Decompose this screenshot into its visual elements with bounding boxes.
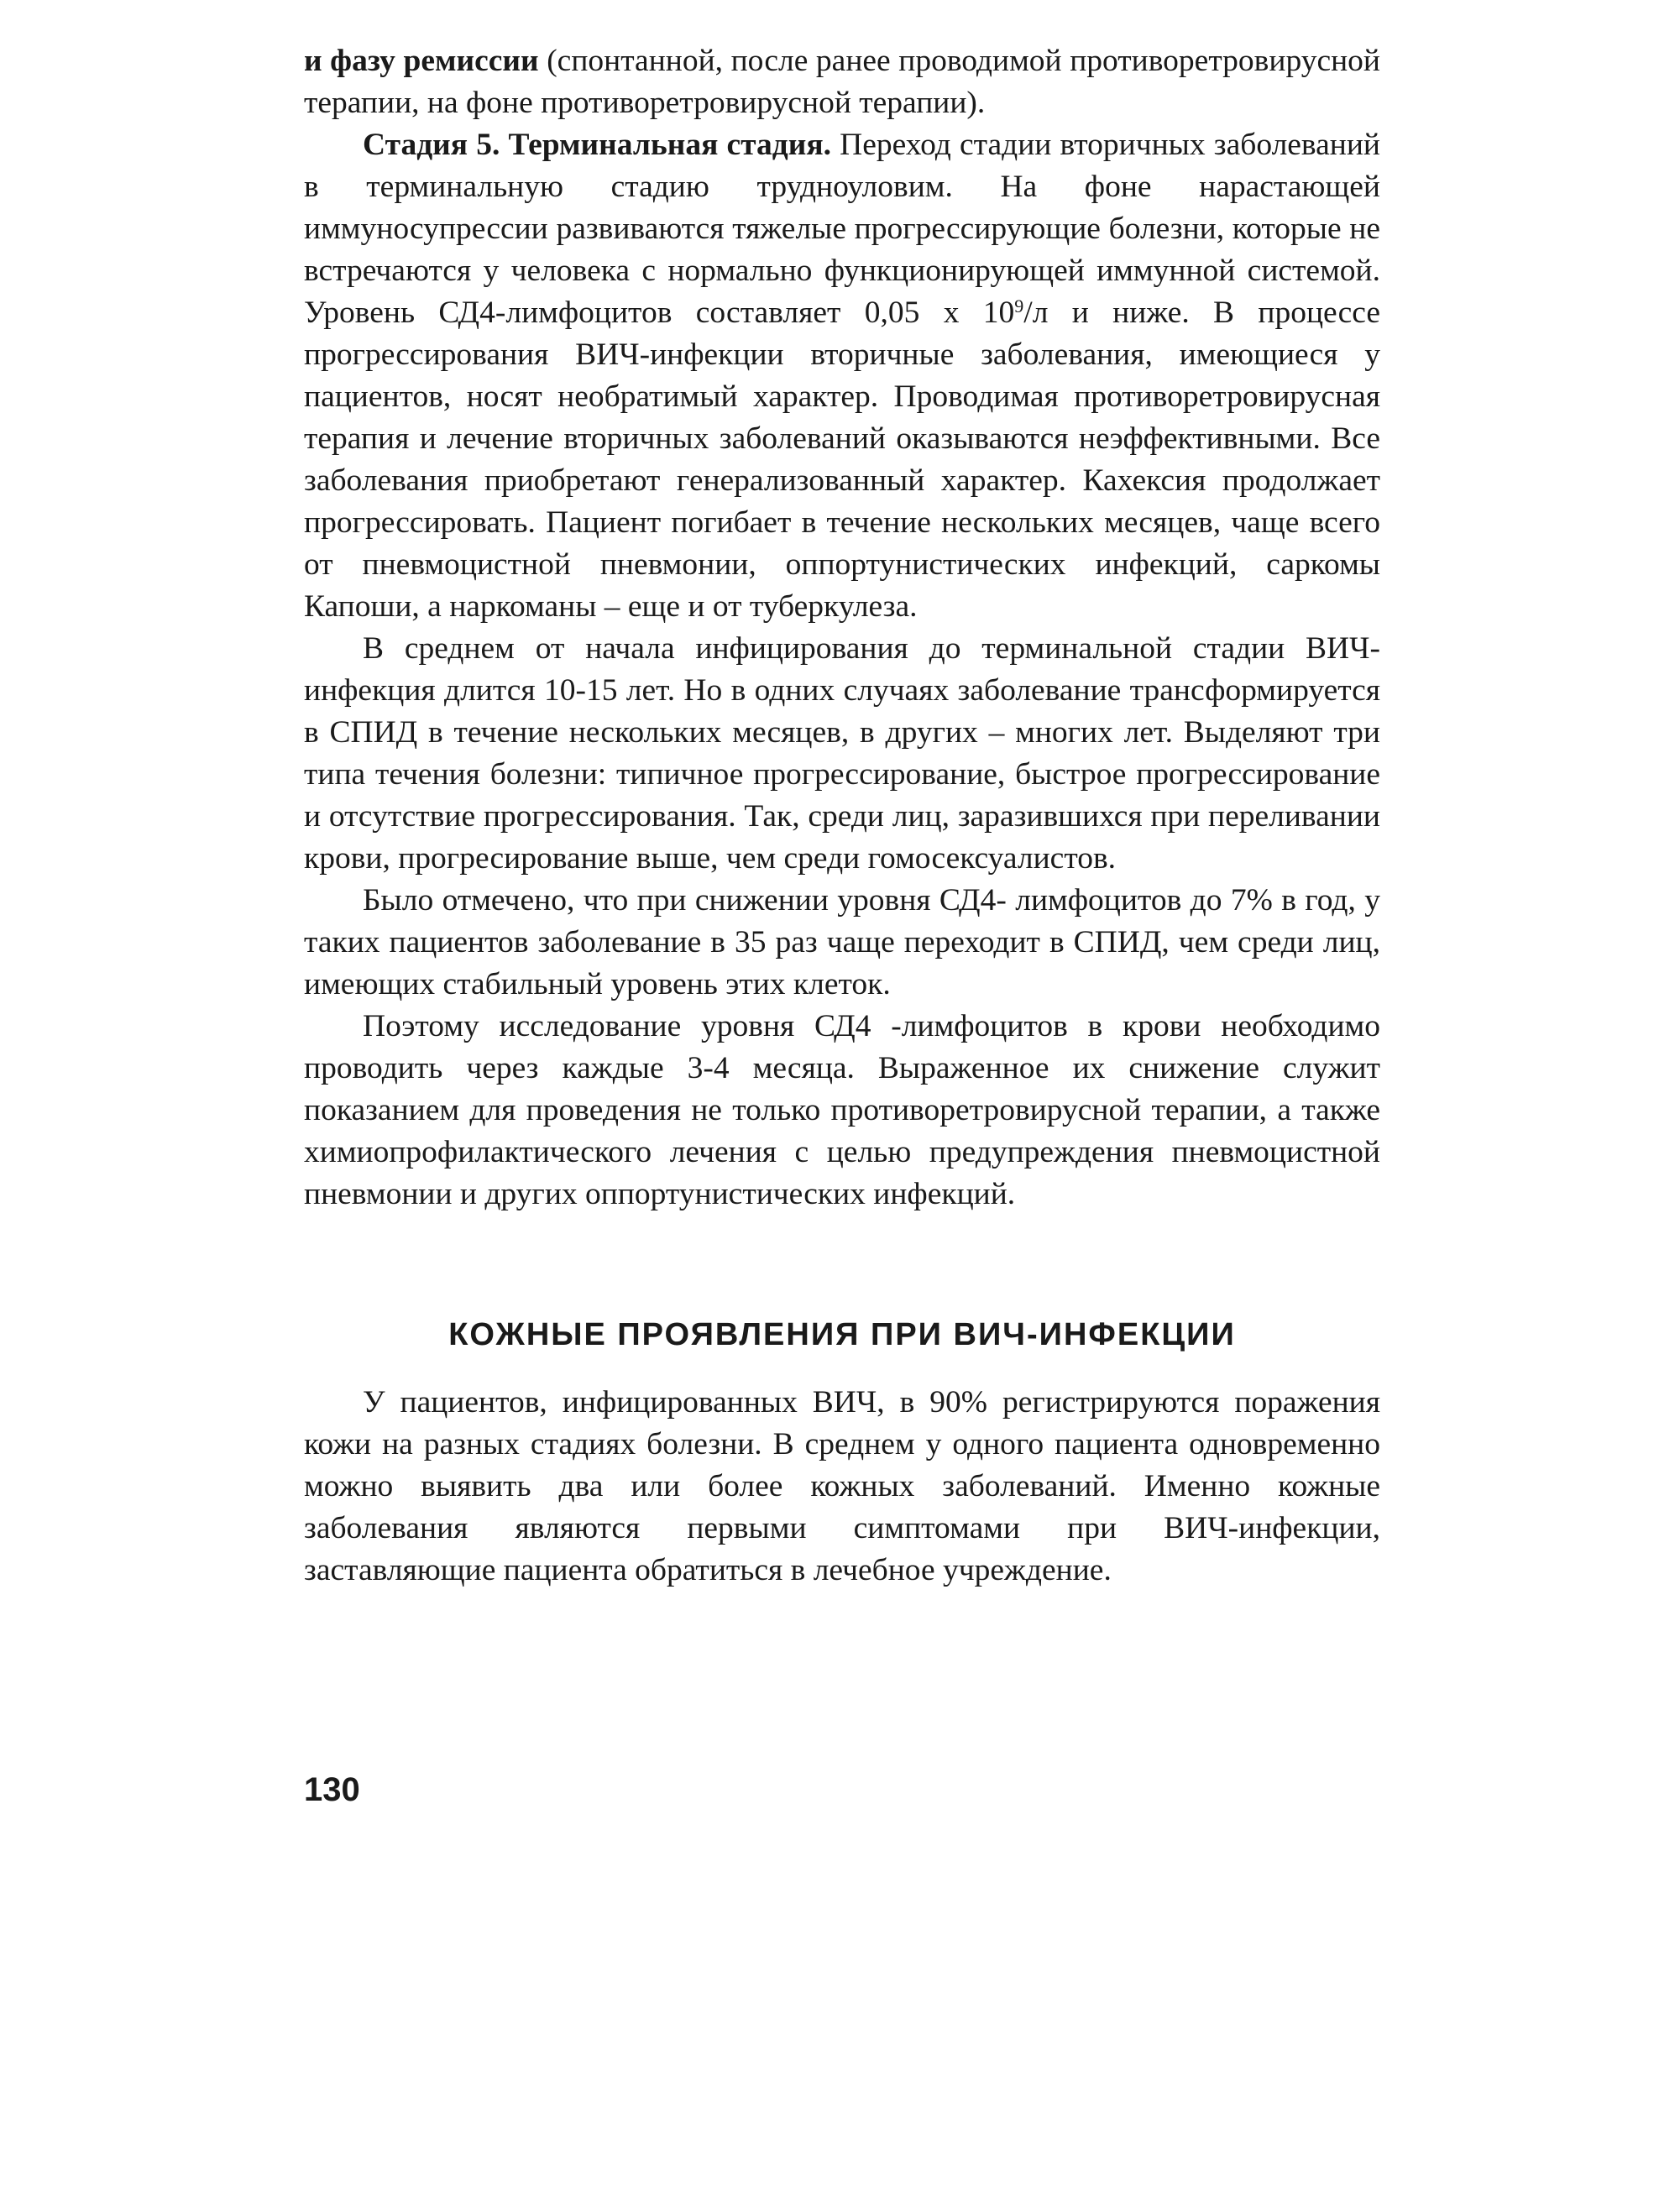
paragraph-monitoring: Поэтому исследование уровня СД4 -лимфоцитов в крови необходимо проводить через каждые 3-4 месяца. Выраженное их снижение служит показанием для проведения не только противоретровирусной терапии, а также химиопрофилактического лечения с целью предупреждения пневмоцистной пневмонии и других оппортунистических инфекций. — [304, 1009, 1380, 1211]
page-number: 130 — [304, 1771, 360, 1808]
paragraph-duration: В среднем от начала инфицирования до терминальной стадии ВИЧ-инфекция длится 10-15 лет. Но в одних случаях заболевание трансформируется в СПИД в течение нескольких месяцев, в других – многих лет. Выделяют три типа течения болезни: типичное прогрессирование, быстрое прогрессирование и отсутствие прогрессирования. Так, среди лиц, заразившихся при переливании крови, прогресирование выше, чем среди гомосексуалистов. — [304, 631, 1380, 876]
paragraph-skin-lesions: У пациентов, инфицированных ВИЧ, в 90% регистрируются поражения кожи на разных стадиях болезни. В среднем у одного пациента одновременно можно выявить два или более кожных заболеваний. Именно кожные заболевания являются первыми симптомами при ВИЧ-инфекции, заставляющие пациента обратиться в лечебное учреждение. — [304, 1385, 1380, 1587]
bold-lead-remission: и фазу ремиссии — [304, 44, 539, 78]
paragraph-remission — [304, 40, 1380, 124]
paragraph-stage-5 — [304, 124, 1380, 628]
paragraph-remission-text: (спонтанной, после ранее проводимой противоретровирусной терапии, на фоне противоретровирусной терапии). — [304, 44, 1380, 120]
paragraph-stage-5-text-b: /л и ниже. В процессе прогрессирования ВИЧ-инфекции вторичные заболевания, имеющиеся у пациентов, носят необратимый характер. Проводимая противоретровирусная терапия и лечение вторичных заболеваний оказываются неэффективными. Все заболевания приобретают генерализованный характер. Кахексия продолжает прогрессировать. Пациент погибает в течение нескольких месяцев, чаще всего от пневмоцистной пневмонии, оппортунистических инфекций, саркомы Капоши, а наркоманы – еще и от туберкулеза. — [304, 295, 1381, 624]
section-heading: КОЖНЫЕ ПРОЯВЛЕНИЯ ПРИ ВИЧ-ИНФЕКЦИИ — [448, 1317, 1236, 1352]
paragraph-stage-5-text-a: Переход стадии вторичных заболеваний в терминальную стадию трудноуловим. На фоне нарастающей иммуносупрессии развиваются тяжелые прогрессирующие болезни, которые не встречаются у человека с нормально функционирующей иммунной системой. Уровень СД4-лимфоцитов составляет 0,05 х 10 — [304, 128, 1380, 330]
paragraph-cd4-decline: Было отмечено, что при снижении уровня СД4- лимфоцитов до 7% в год, у таких пациентов заболевание в 35 раз чаще переходит в СПИД, чем среди лиц, имеющих стабильный уровень этих клеток. — [304, 883, 1380, 1001]
bold-lead-stage-5: Стадия 5. Терминальная стадия. — [363, 128, 832, 162]
page-body — [304, 40, 1380, 1592]
exponent: 9 — [1014, 295, 1024, 316]
